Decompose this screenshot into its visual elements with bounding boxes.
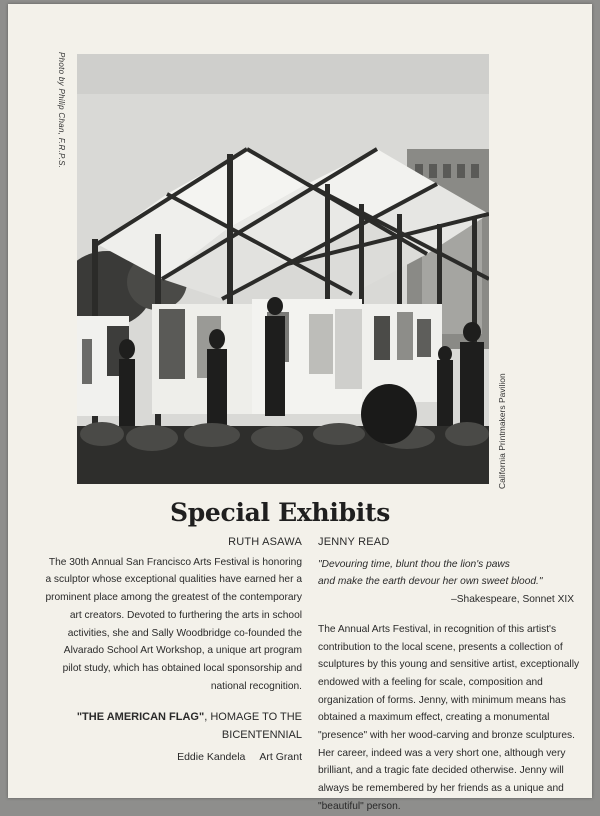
quote-line-2: and make the earth devour her own sweet blood." [318,576,543,588]
photo-credit: Photo by Philip Chan, F.R.P.S. [57,52,66,169]
subhead-rest: , HOMAGE TO THE BICENTENNIAL [204,711,302,742]
byline-jenny-read: JENNY READ [318,536,390,548]
pavilion-photo [77,54,489,484]
quote-line-1: "Devouring time, blunt thou the lion's paws [318,558,510,570]
subhead-bold: "THE AMERICAN FLAG" [76,711,205,724]
quote-attribution: –Shakespeare, Sonnet XIX [451,594,574,606]
section-title: Special Exhibits [170,498,390,527]
left-column [44,534,302,766]
right-column [318,534,580,816]
magazine-page [8,4,592,812]
ruth-asawa-paragraph: The 30th Annual San Francisco Arts Festival is honoring a sculptor whose exceptional qualities have earned her a prominent place among the greatest of the contemporary art creators. Devoted to furthering the arts in school activities, she and Sally Woodbridge co-founded the Alvarado School Art Workshop, a unique art program pilot study, which has obtained local sponsorship and national recognition. [45,556,302,692]
american-flag-subhead [44,709,302,744]
credit-type: Art Grant [259,750,302,763]
credit-name: Eddie Kandela [177,750,246,763]
byline-ruth-asawa: RUTH ASAWA [228,536,302,548]
photo-caption: California Printmakers Pavilion [497,373,507,489]
jenny-read-paragraph: The Annual Arts Festival, in recognition of this artist's contribution to the local scene, presents a collection of sculptures by this young and sensitive artist, exceptionally endowed with a feeling for scale, composition and organization of forms. Jenny, with minimum means has obtained a maximum effect, creating a monumental "presence" with her wood-carving and bronze sculptures. Her career, indeed was a very short one, although very brilliant, and a tragic fate decided otherwise. Jenny will always be remembered by her friends as a unique and "beautiful" person. [318,623,580,812]
credit-line [44,749,302,767]
